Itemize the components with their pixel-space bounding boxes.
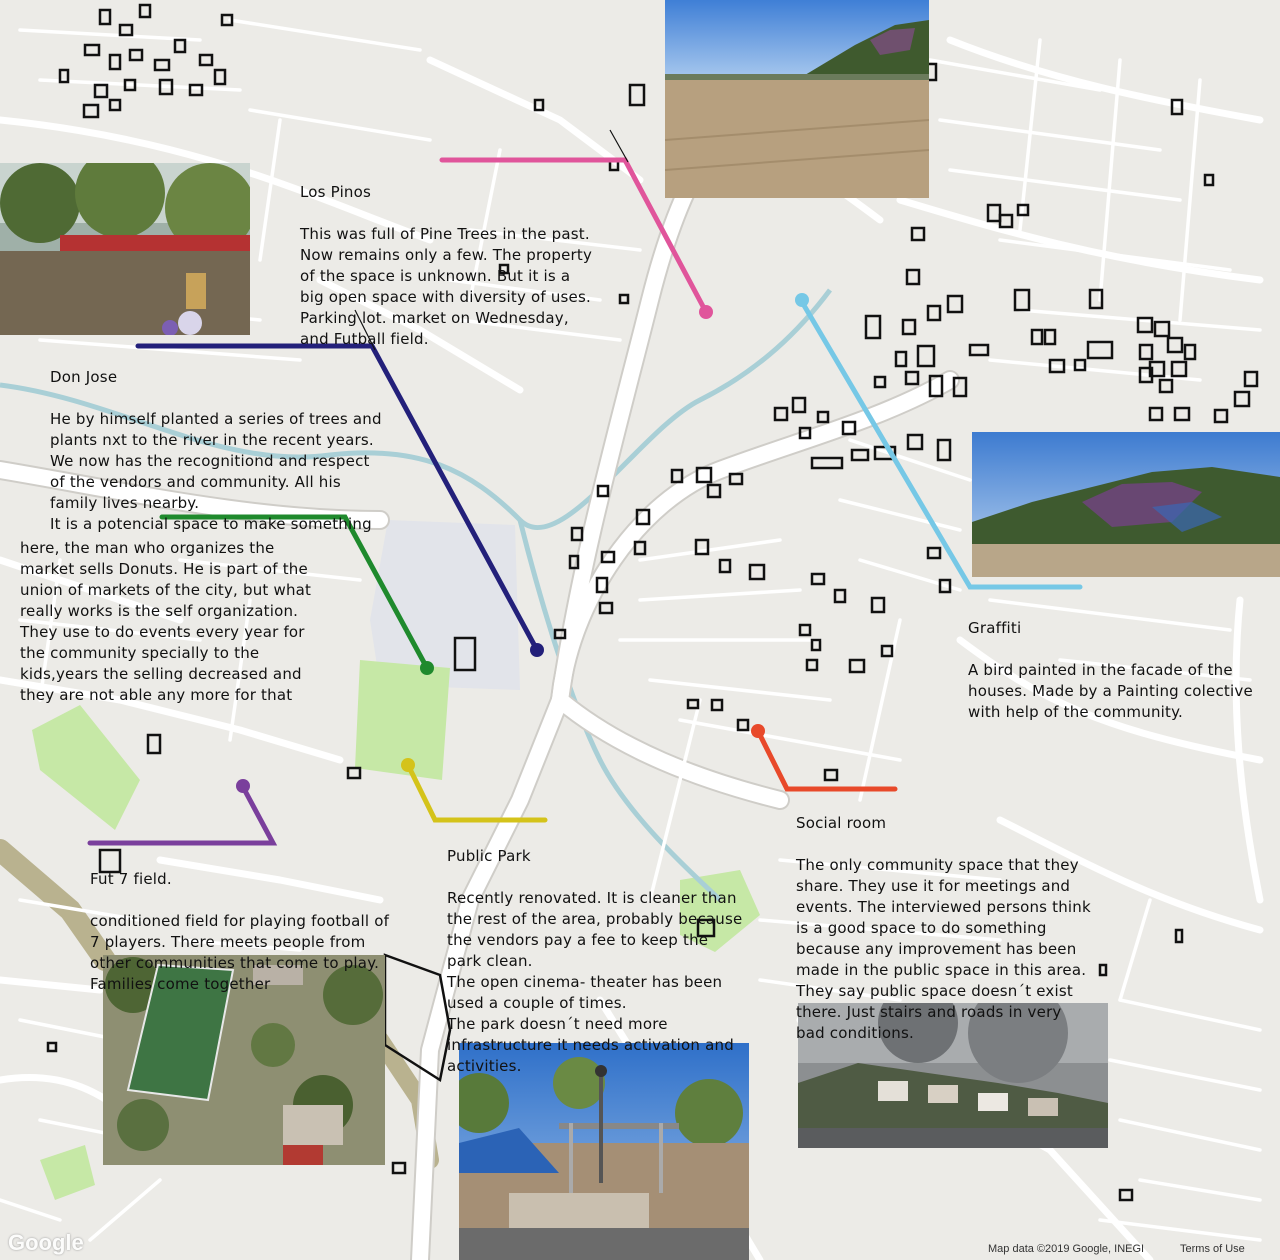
terms-of-use-link[interactable]: Terms of Use <box>1180 1243 1245 1255</box>
marker-public-park <box>401 758 415 772</box>
marker-don-jose <box>530 643 544 657</box>
annotation-title: Graffiti <box>968 619 1022 637</box>
marker-social-room <box>751 724 765 738</box>
marker-market <box>420 661 434 675</box>
photo-los-pinos-field <box>665 0 929 198</box>
map-data-attribution: Map data ©2019 Google, INEGI <box>988 1243 1145 1255</box>
photo-don-jose-garden <box>0 163 250 335</box>
annotation-body: This was full of Pine Trees in the past. Now remains only a few. The property of the space is unknown. But it is a big open space with diversity of uses. Parking lot. market on Wednesday, and Futball field. <box>300 225 593 348</box>
annotation-public-park <box>447 825 787 1098</box>
annotation-body: here, the man who organizes the market sells Donuts. He is part of the union of markets of the city, but what really works is the self organization. They use to do events every year for the community specially to the kids,years the selling decreased and they are not able any more for that <box>20 539 312 704</box>
marker-los-pinos <box>699 305 713 319</box>
annotation-market <box>20 517 360 727</box>
annotation-title: Public Park <box>447 847 531 865</box>
annotation-body: Recently renovated. It is cleaner than the rest of the area, probably because the vendors pay a fee to keep the park clean. The open cinema- theater has been used a couple of times. The park doesn´t need more infrastructure it needs activation and activities. <box>447 889 743 1075</box>
marker-fut7 <box>236 779 250 793</box>
annotation-body: conditioned field for playing football of 7 players. There meets people from other communities that come to play. Families come together <box>90 912 390 993</box>
annotation-body: He by himself planted a series of trees and plants nxt to the river in the recent years. We now has the recognitiond and respect of the vendors and community. All his family lives nearby. It is a potencial space to make something <box>50 410 382 533</box>
annotation-los-pinos <box>300 161 640 371</box>
annotation-title: Los Pinos <box>300 183 372 201</box>
annotation-fut7 <box>90 848 430 1016</box>
google-logo[interactable]: Google <box>8 1230 84 1255</box>
photo-graffiti-hill <box>972 432 1280 577</box>
annotation-title: Social room <box>796 814 887 832</box>
annotation-graffiti <box>968 597 1278 744</box>
marker-graffiti <box>795 293 809 307</box>
annotation-title: Fut 7 field. <box>90 870 172 888</box>
annotation-body: A bird painted in the facade of the houses. Made by a Painting colective with help of the community. <box>968 661 1253 721</box>
annotation-body: The only community space that they share. They use it for meetings and events. The interviewed persons think is a good space to do something because any improvement has been made in the public space in this area. They say public space doesn´t exist there. Just stairs and roads in very bad conditions. <box>796 856 1091 1042</box>
annotation-social-room <box>796 792 1136 1065</box>
annotation-title: Don Jose <box>50 368 118 386</box>
